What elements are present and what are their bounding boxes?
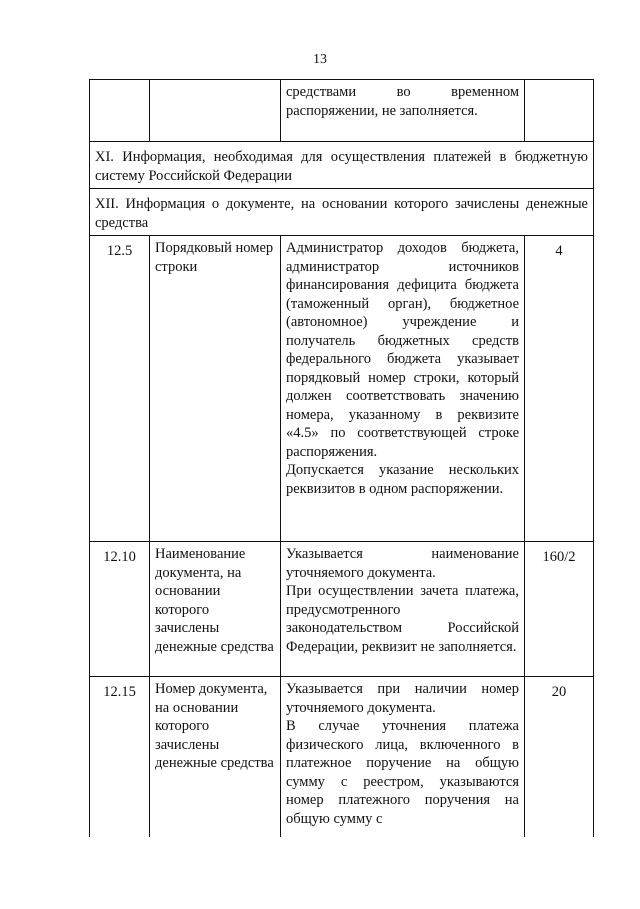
cell-description-continuation: средствами во временном распоряжении, не заполняется.	[281, 80, 525, 142]
cell-code: 4	[525, 236, 594, 542]
table-row	[90, 677, 594, 837]
section-row-xi	[90, 142, 594, 189]
description-paragraph: Допускается указание нескольких реквизитов в одном распоряжении.	[286, 462, 519, 497]
cell-name: Номер документа, на основании которого зачислены денежные средства	[150, 677, 281, 837]
cell-number: 12.15	[90, 677, 150, 837]
description-paragraph: Указывается наименование уточняемого документа.	[286, 546, 519, 581]
cell-name-empty	[150, 80, 281, 142]
requisites-table	[89, 79, 594, 837]
section-heading-xii: XII. Информация о документе, на основании которого зачислены денежные средства	[90, 189, 594, 236]
cell-name: Наименование документа, на основании которого зачислены денежные средства	[150, 542, 281, 677]
cell-number: 12.5	[90, 236, 150, 542]
description-paragraph: Указывается при наличии номер уточняемого документа.	[286, 681, 519, 716]
section-row-xii	[90, 189, 594, 236]
cell-number-empty	[90, 80, 150, 142]
cell-name: Порядковый номер строки	[150, 236, 281, 542]
table-row	[90, 542, 594, 677]
cell-description	[281, 236, 525, 542]
section-heading-xi: XI. Информация, необходимая для осуществления платежей в бюджетную систему Российской Федерации	[90, 142, 594, 189]
cell-description	[281, 677, 525, 837]
description-paragraph: При осуществлении зачета платежа, предусмотренного законодательством Российской Федерации, реквизит не заполняется.	[286, 583, 519, 655]
page-number: 13	[313, 52, 327, 67]
cell-code: 20	[525, 677, 594, 837]
cell-code-empty	[525, 80, 594, 142]
description-paragraph: В случае уточнения платежа физического лица, включенного в платежное поручение на общую сумму с реестром, указываются номер платежного поручения на общую сумму с	[286, 718, 519, 827]
table-row-continuation	[90, 80, 594, 142]
description-paragraph: Администратор доходов бюджета, администратор источников финансирования дефицита бюджета (таможенный орган), бюджетное (автономное) учреждение и получатель бюджетных средств федерального бюджета указывает порядковый номер строки, который должен соответствовать значению номера, указанному в реквизите «4.5» по соответствующей строке распоряжения.	[286, 240, 519, 460]
cell-description	[281, 542, 525, 677]
cell-code: 160/2	[525, 542, 594, 677]
table-row	[90, 236, 594, 542]
cell-number: 12.10	[90, 542, 150, 677]
